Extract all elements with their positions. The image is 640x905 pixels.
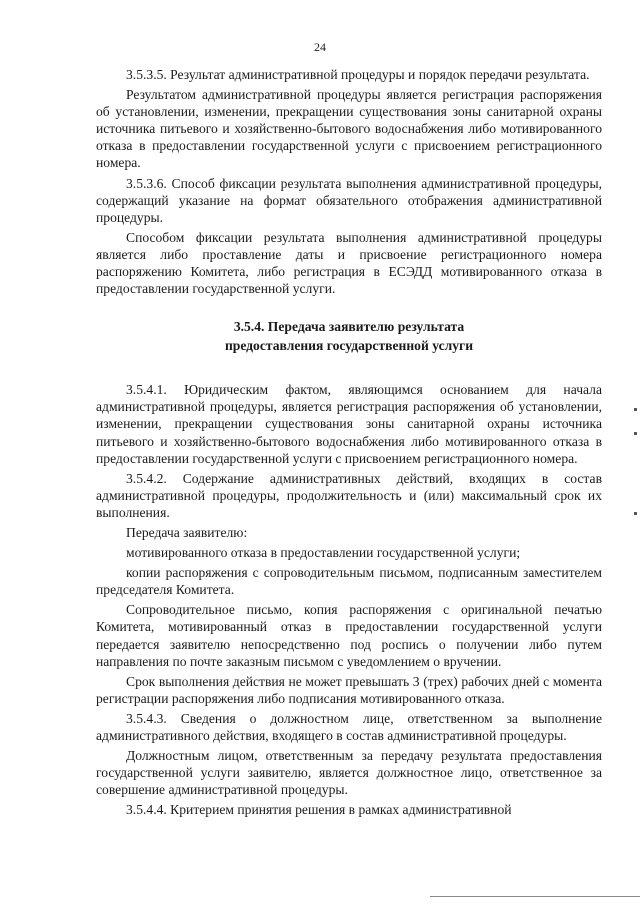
paragraph: 3.5.4.4. Критерием принятия решения в рамках административной [126,802,512,818]
scan-mark [634,512,637,515]
paragraph: Результатом административной процедуры является регистрация распоряжения об установлении, изменении, прекращении существования зоны санитарной охраны источника питьевого и хозяйственно-бытового водоснабжения либо мотивированного отказа в предоставлении государственной услуги с присвоением регистрационного номера. [96,87,602,171]
paragraph: 3.5.3.6. Способ фиксации результата выполнения административной процедуры, содержащий указание на формат обязательного отображения административной процедуры. [96,175,602,225]
paragraph: Передача заявителю: [126,524,248,540]
page-number: 24 [314,40,326,54]
section-heading-line-2: предоставления государственной услуги [224,338,474,354]
paragraph: копии распоряжения с сопроводительным письмом, подписанным заместителем председателя Комитета. [96,565,602,598]
document-body [96,66,602,821]
paragraph: 3.5.3.5. Результат административной процедуры и порядок передачи результата. [126,67,590,82]
paragraph: Способом фиксации результата выполнения административной процедуры является либо проставление даты и присвоение регистрационного номера распоряжению Комитета, либо регистрация в ЕСЭДД мотивированного отказа в предоставлении государственной услуги. [96,229,602,297]
paragraph: Срок выполнения действия не может превышать 3 (трех) рабочих дней с момента регистрации распоряжения либо подписания мотивированного отказа. [96,673,602,706]
paragraph: 3.5.4.3. Сведения о должностном лице, ответственном за выполнение административного действия, входящего в состав административной процедуры. [96,710,602,743]
paragraph: мотивированного отказа в предоставлении государственной услуги; [126,545,521,561]
scan-edge-line [430,896,640,897]
section-heading-line-1: 3.5.4. Передача заявителю результата [233,319,465,335]
scan-mark [634,408,637,411]
paragraph: Сопроводительное письмо, копия распоряжения с оригинальной печатью Комитета, мотивированный отказ в предоставлении государственной услуги передается заявителю непосредственно под роспись о получении либо путем направления по почте заказным письмом с уведомлением о вручении. [96,602,602,669]
paragraph: 3.5.4.1. Юридическим фактом, являющимся основанием для начала административной процедуры, является регистрация распоряжения об установлении, изменении, прекращении существования зоны санитарной охраны источника питьевого и хозяйственно-бытового водоснабжения либо мотивированного отказа в предоставлении государственной услуги с присвоением регистрационного номера. [96,382,602,466]
section-heading [96,317,602,355]
paragraph: 3.5.4.2. Содержание административных действий, входящих в состав административной процедуры, продолжительность и (или) максимальный срок их выполнения. [96,470,602,520]
paragraph: Должностным лицом, ответственным за передачу результата предоставления государственной услуги заявителю, является должностное лицо, ответственное за совершение административной процедуры. [96,748,602,798]
scan-mark [634,432,637,435]
